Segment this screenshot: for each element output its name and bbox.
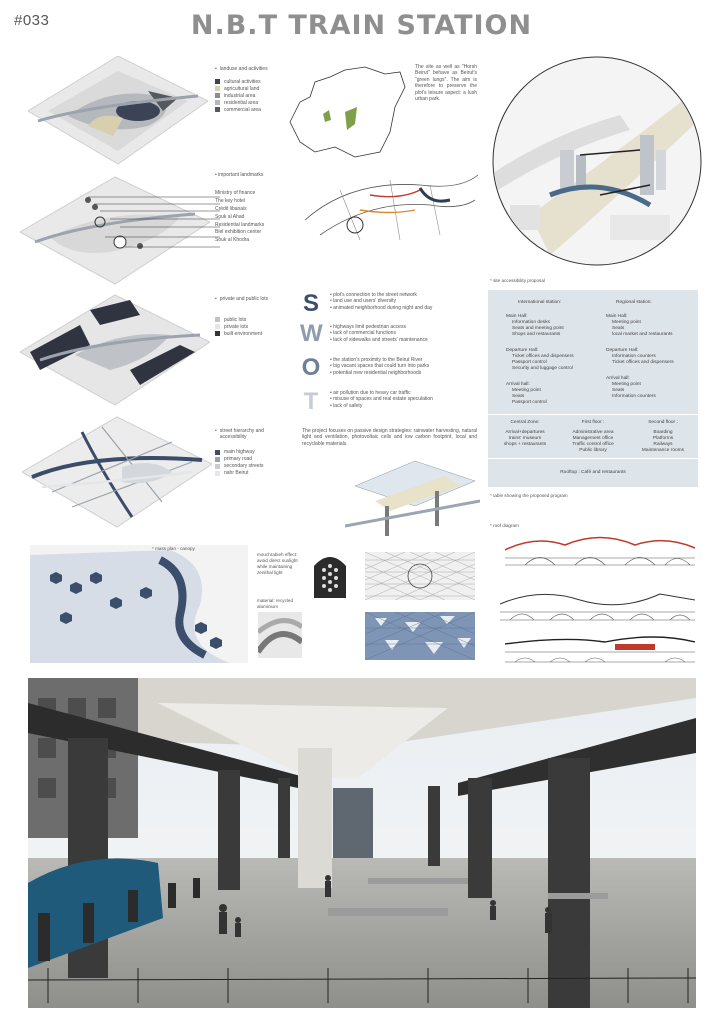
- hall-item: Meeting point: [512, 388, 541, 393]
- swatch: [215, 464, 220, 469]
- zone-heading: Second floor :: [648, 420, 678, 425]
- hall-heading: Departure Hall:: [606, 348, 639, 353]
- legend-title: important landmarks: [218, 172, 264, 178]
- hall-item: Seats: [612, 326, 625, 331]
- bullet-icon: •: [215, 296, 217, 302]
- hall-heading: Main Hall:: [506, 314, 528, 319]
- swatch: [215, 457, 220, 462]
- zone-item: shops + restaurants: [503, 442, 547, 447]
- international-station-title: International station:: [518, 300, 562, 305]
- swot-letter-w: W: [300, 320, 323, 347]
- legend-label: private lots: [224, 323, 249, 330]
- reg-main-hall: [606, 314, 673, 338]
- hall-heading: Main Hall:: [606, 314, 628, 319]
- swot-item: • the station's proximity to the Beirut River: [330, 357, 498, 363]
- swatch: [215, 107, 220, 112]
- station-interior-render: [28, 678, 696, 1008]
- swot-item: • highways limit pedestrian access: [330, 324, 498, 330]
- swot-item: • air pollution due to heavy car traffic: [330, 390, 498, 396]
- lots-legend: [215, 296, 293, 337]
- caption-roof-diagram: * roof diagram: [490, 523, 519, 528]
- zone-item: Administrative area: [572, 430, 614, 435]
- mashrabiya-panel: [312, 552, 348, 600]
- roof-diagram-2: [500, 582, 695, 624]
- legend-label: agricultural land: [224, 85, 260, 92]
- swatch: [215, 331, 220, 336]
- reg-arrival-hall: [606, 376, 656, 400]
- swot-weaknesses: [330, 324, 498, 343]
- legend-label: built environment: [224, 330, 263, 337]
- swatch: [215, 450, 220, 455]
- hall-item: Seats: [512, 394, 525, 399]
- hall-heading: Arrival hall:: [506, 382, 530, 387]
- hall-item: Ticket offices and dispensers: [612, 360, 674, 365]
- canopy-detail-render: [345, 456, 480, 541]
- colored-triangle-pattern: [365, 612, 475, 660]
- swot-item: • potential new residential neighborhoods: [330, 370, 498, 376]
- landuse-legend: [215, 66, 293, 113]
- legend-title: landuse and activities: [219, 66, 268, 72]
- bullet-icon: •: [215, 172, 219, 178]
- roof-diagram-3: [505, 628, 695, 666]
- swot-item: • big vacant spaces that could turn into parks: [330, 363, 498, 369]
- swatch: [215, 86, 220, 91]
- zone-item: Boarding: [653, 430, 673, 435]
- zone-item: Railways: [653, 442, 673, 447]
- bullet-icon: •: [215, 66, 217, 72]
- hall-item: local market and restaurants: [612, 332, 673, 337]
- legend-label: industrial area: [224, 92, 256, 99]
- landmark-label: Ministry of finance: [215, 190, 256, 197]
- regional-station-title: Regional station:: [616, 300, 652, 305]
- legend-label: nahr Beirut: [224, 470, 249, 477]
- landmark-label: Residential landmarks: [215, 221, 265, 228]
- hall-item: Shops and restaurants: [512, 332, 561, 337]
- project-number: #033: [14, 12, 50, 29]
- hall-item: Information counters: [612, 354, 656, 359]
- intl-departure-hall: [506, 348, 574, 372]
- street-network-map: [300, 160, 480, 245]
- first-floor: [560, 420, 626, 454]
- zone-item: Management office: [572, 436, 614, 441]
- landmark-label: Crédit libanais: [215, 206, 247, 212]
- hall-item: Meeting point: [612, 382, 641, 387]
- hall-item: Information counters: [612, 394, 656, 399]
- mass-plan-canopy: [30, 545, 248, 663]
- rooftop-row: Rooftop : Café and restaurants: [560, 470, 626, 475]
- zone-item: trains' museum: [508, 436, 542, 441]
- caption-program-table: * table showing the proposed program: [490, 493, 568, 498]
- swot-item: • land use and users' diversity: [330, 298, 498, 304]
- swot-item: • lack of safety: [330, 403, 498, 409]
- table-divider: [488, 458, 698, 459]
- program-table: [488, 290, 698, 487]
- beirut-outline-map: [285, 62, 410, 162]
- landmark-label: Biel exhibition center: [215, 229, 262, 236]
- landmark-label: The key hotel: [215, 198, 246, 205]
- aluminium-sample: [258, 612, 302, 658]
- landmarks-legend: [215, 172, 295, 245]
- caption-mass-plan: * mass plan - canopy: [152, 546, 195, 551]
- roof-diagram-1: [505, 530, 695, 575]
- triangle-pattern-tile: [365, 552, 475, 600]
- swot-item: • lack of sidewalks and streets' maintenance: [330, 337, 498, 343]
- legend-label: main highway: [224, 449, 255, 456]
- swot-threats: [330, 390, 498, 409]
- swatch: [215, 324, 220, 329]
- hall-item: Ticket offices and dispensers: [512, 354, 574, 359]
- hall-item: Passport control: [512, 360, 547, 365]
- table-divider: [488, 414, 698, 415]
- zone-heading: Central Zone:: [510, 420, 540, 425]
- reg-departure-hall: [606, 348, 674, 366]
- landmark-leader-lines: [80, 192, 220, 254]
- hall-item: Security and luggage control: [512, 366, 573, 371]
- landmark-label: Souk al Ahad: [215, 213, 245, 220]
- intl-main-hall: [506, 314, 564, 338]
- legend-label: public lots: [224, 316, 247, 323]
- swot-letter-s: S: [302, 290, 319, 317]
- swatch: [215, 100, 220, 105]
- poster-title: N.B.T TRAIN STATION: [190, 10, 533, 41]
- site-note: The site as well as "Horsh Beirut" behave as Beirut's "green lungs". The aim is therefore to preserve the plot's leisure aspect: a lush urban park.: [415, 64, 477, 103]
- swot-item: • plot's connection to the street network: [330, 292, 498, 298]
- legend-label: secondary streets: [224, 463, 264, 470]
- swatch: [215, 471, 220, 476]
- legend-title: private and public lots: [219, 296, 269, 302]
- zone-heading: First floor :: [581, 420, 605, 425]
- caption-site-accessibility: * site accessibility proposal: [490, 278, 545, 283]
- swot-item: • misuse of spaces and real estate speculation: [330, 396, 498, 402]
- hall-item: Seats: [612, 388, 625, 393]
- hall-item: Seats and meeting point: [512, 326, 564, 331]
- streets-legend: [215, 428, 293, 477]
- swot-letter-o: O: [301, 354, 321, 381]
- lots-map: [20, 290, 210, 408]
- legend-label: cultural activities: [224, 78, 261, 85]
- landmark-label: Souk al Khodra: [215, 237, 250, 244]
- swot-opportunities: [330, 357, 498, 376]
- legend-label: residential area: [224, 99, 259, 106]
- intl-arrival-hall: [506, 382, 547, 406]
- swatch: [215, 93, 220, 98]
- legend-label: commercial area: [224, 106, 261, 113]
- central-zone: [494, 420, 556, 448]
- swot-item: • animated neighborhood during night and day: [330, 305, 498, 311]
- zone-item: Public library: [579, 448, 607, 453]
- hall-item: Passport control: [512, 400, 547, 405]
- swot-letter-t: T: [303, 388, 319, 415]
- design-strategy-text: The project focuses on passive design strategies: rainwater harvesting, natural light and ventilation, photovoltaic cells and low carbon footprint, local and recyclable materials.: [302, 428, 477, 447]
- bullet-icon: •: [215, 428, 217, 434]
- caption-mashrabiya: mouchrabieh effect: avoid direct sunlight while maintaining zenithal light: [257, 552, 298, 575]
- swatch: [215, 317, 220, 322]
- hall-heading: Departure Hall:: [506, 348, 539, 353]
- second-floor: [632, 420, 694, 454]
- hall-item: Information desks: [512, 320, 550, 325]
- swot-strengths: [330, 292, 498, 311]
- legend-title: street hierarchy and accessibility: [219, 428, 264, 441]
- hall-heading: Arrival hall:: [606, 376, 630, 381]
- zone-item: Platforms: [652, 436, 674, 441]
- swatch: [215, 79, 220, 84]
- caption-material: material: recycled aluminium: [257, 598, 293, 609]
- legend-label: primary road: [224, 456, 253, 463]
- zone-item: Maintenance rooms: [641, 448, 685, 453]
- zone-item: Traffic control office: [572, 442, 614, 447]
- landuse-map: [28, 56, 208, 166]
- swot-item: • lack of commercial functions: [330, 330, 498, 336]
- site-accessibility-render: [490, 55, 704, 267]
- hall-item: Meeting point: [612, 320, 641, 325]
- zone-item: Arrival+departures: [505, 430, 545, 435]
- street-hierarchy-map: [22, 412, 212, 530]
